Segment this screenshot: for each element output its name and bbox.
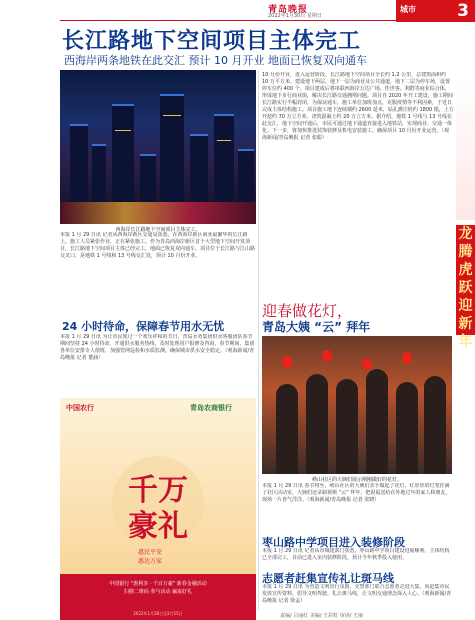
night-city-photo xyxy=(60,70,256,224)
bank-advertisement xyxy=(60,398,256,620)
rural-bank-logo: 青岛农商银行 xyxy=(190,404,232,412)
abc-logo: 中国农行 xyxy=(66,404,94,412)
newspaper-brand: 青岛晚报 xyxy=(268,5,309,15)
banner-char: 龙 xyxy=(458,226,473,242)
lantern-headline: 青岛大姨 “云” 拜年 xyxy=(262,320,371,334)
page-header xyxy=(0,0,475,20)
editor-credits: 责编/ 吕丽红 美编/ 王彩虹 审读/ 王丽 xyxy=(280,613,364,619)
column-divider xyxy=(258,70,259,610)
lead-paragraph: 本报 1 月 29 日讯 记者从西海岸新区交通局获悉，在西海岸新区商业最繁华的长江路上，施工人员紧张作业，正在紧张施工。作为青岛西海岸新区首个大型地下空间开发项目，长江路地下空间项目主体已经完工，地面已恢复双向通车。项目位于长江路与江山路交叉口，是地铁 1 号线和 13 号线交汇处，预计 10 月份开业。 xyxy=(60,232,256,259)
lantern-caption: 崂山社区的大姨们展示刚刚做好的花灯。 xyxy=(311,477,402,483)
banner-char: 跃 xyxy=(458,280,473,296)
decorative-strip xyxy=(456,80,475,220)
water-article: 本报 1 月 29 日讯 为让市民度过一个欢乐祥和的节日，青岛水务集团供水客服团队春节期间坚持 24 小时待命，开通供水服务热线，及时处理用户报修及咨询。春节期间，集团各单位安排专人值班，加强管网巡检和水质监测，确保城市供水安全稳定。（观海新闻/青岛晚报 记者 董涵） xyxy=(60,334,255,361)
section-label: 城市 xyxy=(400,5,416,14)
banner-char: 腾 xyxy=(458,244,473,260)
ad-footer: 中国银行 "惠利享 · 千百万豪" 新春金融活动 扫描二维码 参与活动 赢取好礼 2022年1月28日至2月15日 xyxy=(60,574,256,620)
ad-calligraphy xyxy=(88,452,228,552)
school-article: 本报 1 月 29 日讯 记者从市城建部门获悉，枣山路中学项目建设进展顺利，主体结构已全部完工，目前已进入室内装修阶段，预计今年秋季投入使用。 xyxy=(262,548,450,561)
svg-text:豪礼: 豪礼 xyxy=(128,509,188,544)
issue-date: 2022年1月30日 星期日 xyxy=(268,13,322,19)
lantern-article: 本报 1 月 29 日讯 春节将至，崂山社区的大姨们亲手做起了花灯，红彤彤的灯笼挂满了社区活动室，大姨们还录制视频 “云” 拜年，把祝福送给在外地过年的家人和朋友，现场一片喜气洋洋。（观海新闻/青岛晚报 记者 张晓） xyxy=(262,483,451,503)
lantern-photo xyxy=(262,336,452,474)
main-headline: 长江路地下空间项目主体完工 xyxy=(62,29,362,54)
page-number: 3 xyxy=(457,1,469,21)
water-headline: 24 小时待命，保障春节用水无忧 xyxy=(62,320,225,333)
ad-slogan: 惠民平安 惠达万家 xyxy=(138,549,163,565)
banner-char: 新 xyxy=(458,316,473,332)
school-headline: 枣山路中学项目进入装修阶段 xyxy=(262,536,405,549)
banner-char: 年 xyxy=(458,334,473,350)
photo-caption: 西海岸长江路地下空间项目主体完工。 xyxy=(115,227,201,233)
volunteer-headline: 志愿者赶集宣传礼让斑马线 xyxy=(262,572,394,585)
lantern-kicker: 迎春做花灯， xyxy=(262,302,353,320)
banner-char: 迎 xyxy=(458,298,473,314)
header-rule xyxy=(60,20,396,21)
festival-banner xyxy=(456,225,475,350)
section-tab xyxy=(396,0,475,22)
banner-char: 虎 xyxy=(458,262,473,278)
main-subheadline: 西海岸两条地铁在此交汇 预计 10 月开业 地面已恢复双向通车 xyxy=(64,54,367,67)
svg-text:千万: 千万 xyxy=(128,473,188,508)
article-body: 10 月份开业，进入运营阶段。长江路地下空间项目全长约 1.2 公里，总建筑面积约 10 万平方米，建设地下两层，地下一层为商业及公共通道，地下二层为停车场，设置停车位约 400 个。项目建成后将串联西海岸万达广场、佳世客、利群等商业综合体，形成地下步行商业街，解决长江路交通拥堵问题。项目自 2020 年开工建设，施工期间长江路实行半幅封闭，为保证通车，施工单位加班加点，克服疫情等不利因素，于近日完成主体结构施工。项目施工地下连续墙约 2600 延米，钻孔灌注桩约 1800 根，土方开挖约 70 万立方米，浇筑混凝土约 20 万立方米。据介绍，地铁 1 号线与 13 号线在此交汇，地下空间开通后，市民可通过地下通道直接进入地铁站，实现商业、交通一体化。下一步，将加快推进装饰装修及机电安装施工，确保项目 10 月份开业运营。（观海新闻/青岛晚报 记者 张聪） xyxy=(262,72,454,141)
volunteer-article: 本报 1 月 29 日讯 为营造文明出行氛围，交警部门联合志愿者走进大集，向赶集市民发放宣传资料，倡导文明驾驶、礼让斑马线，让文明交通理念深入人心。（观海新闻/青岛晚报 记者 徐孟） xyxy=(262,584,452,604)
